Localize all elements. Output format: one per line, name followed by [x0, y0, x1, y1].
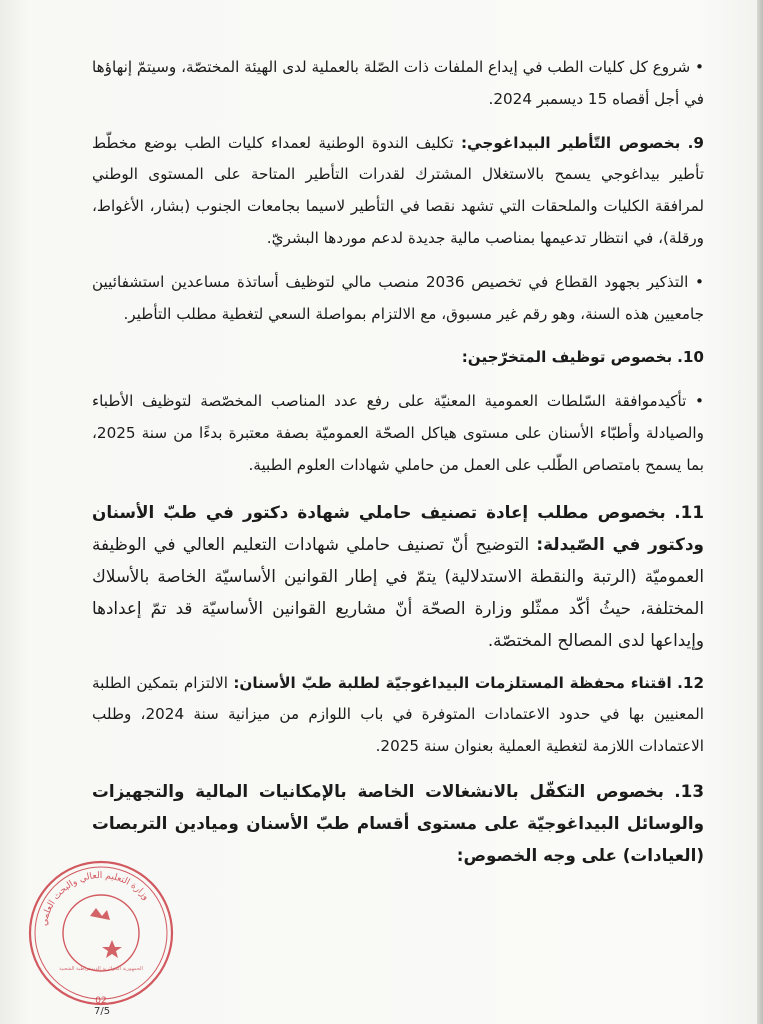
page-edge-shadow	[757, 0, 763, 1024]
paragraph-text: تأكيدموافقة السّلطات العمومية المعنيّة على رفع عدد المناصب المخصّصة لتوظيف الأطباء والصيادلة وأطبّاء الأسنان على مستوى هياكل الصحّة العموميّة بصفة معتبرة بدءًا من سنة 2025، بما يسمح بامتصاص الطّلب على العمل من حاملي شهادات العلوم الطبية.	[92, 392, 704, 474]
paragraph-text: شروع كل كليات الطب في إيداع الملفات ذات الصّلة بالعملية لدى الهيئة المختصّة، وسيتمّ إنهاؤها في أجل أقصاه 15 ديسمبر 2024.	[92, 58, 704, 108]
paragraph-bullet-2	[92, 267, 704, 331]
stamp-inner-text: الجمهورية الجزائرية الديمقراطية الشعبية	[59, 966, 143, 972]
bullet-mark: •	[695, 58, 704, 76]
paragraph-text: التوضيح أنّ تصنيف حاملي شهادات التعليم العالي في الوظيفة العموميّة (الرتبة والنقطة الاستدلالية) يتمّ في إطار القوانين الأساسيّة الخاصة بالأسلاك المختلفة، حيثُ أكّد ممثّلو وزارة الصحّة أنّ مشاريع القوانين الأساسيّة قد تمّ إعدادها وإيداعها لدى المصالح المختصّة.	[92, 533, 704, 650]
stamp-ring-text: وزارة التعليم العالي والبحث العلمي	[39, 870, 151, 927]
item-number: 13.	[674, 780, 704, 801]
bullet-mark: •	[695, 392, 704, 411]
official-stamp	[26, 858, 176, 1008]
paragraph-item-9	[92, 128, 704, 255]
bullet-mark: •	[695, 272, 705, 291]
paragraph-bullet-3	[92, 386, 704, 481]
paragraph-item-10	[92, 342, 704, 374]
paragraph-text: التذكير بجهود القطاع في تخصيص 2036 منصب مالي لتوظيف أساتذة مساعدين استشفائيين جامعيين هذه السنة، وهو رقم غير مسبوق، مع الالتزام بمواصلة السعي لتغطية مطلب التأطير.	[92, 272, 704, 323]
paragraph-bullet-1	[92, 52, 704, 116]
page-number: 7/5	[94, 1006, 111, 1017]
item-number: 12.	[677, 673, 705, 692]
item-heading: بخصوص مطلب إعادة تصنيف حاملي شهادة دكتور في طبّ الأسنان ودكتور في الصّيدلة:	[92, 501, 704, 554]
paragraph-item-12	[92, 668, 704, 763]
paragraph-item-13	[92, 775, 704, 871]
paragraph-text: الالتزام بتمكين الطلبة المعنيين بها في حدود الاعتمادات المتوفرة في باب اللوازم من ميزانية سنة 2024، وطلب الاعتمادات اللازمة لتغطية العملية بعنوان سنة 2025.	[92, 673, 704, 756]
paragraph-item-11	[92, 496, 704, 656]
item-number: 9.	[687, 133, 704, 152]
document-body	[92, 52, 704, 871]
stamp-number: 02	[95, 996, 107, 1006]
item-heading: بخصوص توظيف المتخرّجين:	[461, 348, 673, 367]
item-heading: بخصوص التّأطير البيداغوجي:	[460, 133, 681, 152]
item-number: 10.	[677, 348, 704, 367]
item-heading: اقتناء محفظة المستلزمات البيداغوجيّة لطلبة طبّ الأسنان:	[233, 673, 672, 692]
item-heading: بخصوص التكفّل بالانشغالات الخاصة بالإمكانيات المالية والتجهيزات والوسائل البيداغوجيّة على مستوى أقسام طبّ الأسنان وميادين التربصات (العيادات) على وجه الخصوص:	[92, 780, 704, 865]
item-number: 11.	[674, 501, 704, 522]
paragraph-text: تكليف الندوة الوطنية لعمداء كليات الطب بوضع مخطّط تأطير بيداغوجي يسمح بالاستغلال المشترك لقدرات التأطير المتاحة على المستوى الوطني لمرافقة الكليات والملحقات التي تشهد نقصا في التأطير لاسيما بجامعات الجنوب (بشار، الأغواط، ورقلة)، في انتظار تدعيمها بمناصب مالية جديدة لدعم موردها البشريّ.	[92, 133, 704, 247]
